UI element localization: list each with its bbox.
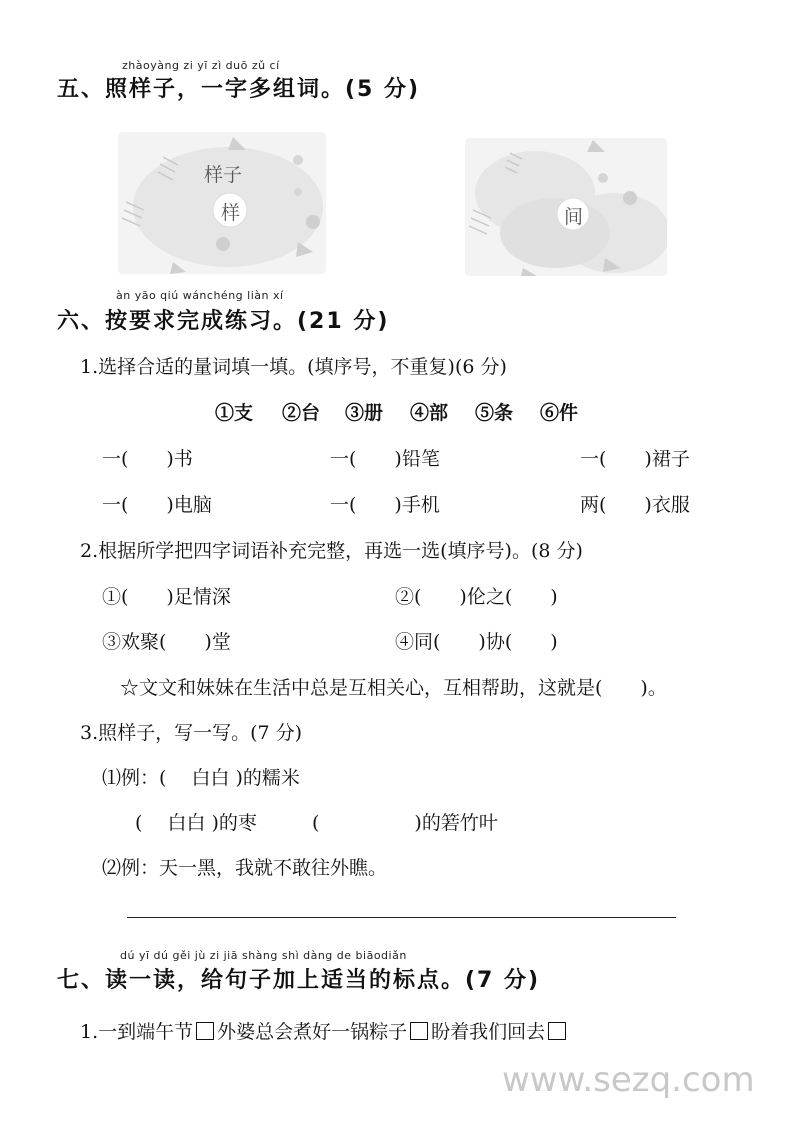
fill-blank-item: 一( )电脑 [102,494,212,516]
fill-blank-item: 一( )铅笔 [330,448,440,470]
fill-blank-item: 一( )书 [102,448,193,470]
fill-blank-item: 一( )手机 [330,494,440,516]
option-2: ②台 [282,402,321,424]
question-1-title: 1.选择合适的量词填一填。(填序号，不重复)(6 分) [80,356,507,378]
answer-line [127,917,676,918]
example-sentence: ⑵例：天一黑，我就不敢往外瞧。 [102,857,388,879]
section5-pinyin: zhàoyàng zi yī zì duō zǔ cí [122,59,280,72]
idiom-item: ③欢聚( )堂 [102,631,231,653]
sentence-part: 盼着我们回去 [431,1021,546,1043]
section6-heading: 六、按要求完成练习。(21 分) [57,309,390,334]
idiom-item: ④同( )协( ) [395,631,558,653]
question-2-title: 2.根据所学把四字词语补充完整，再选一选(填序号)。(8 分) [80,540,583,562]
section7-pinyin: dú yī dú gěi jù zi jiā shàng shì dàng de biāodiǎn [120,949,407,962]
practice-char: 间 [564,206,584,228]
section5-heading: 五、照样子，一字多组词。(5 分) [57,77,421,102]
option-3: ③册 [345,402,384,424]
example-card [118,132,326,274]
fill-blank-item: 一( )裙子 [580,448,690,470]
option-6: ⑥件 [540,402,579,424]
fill-blank-item: 两( )衣服 [580,494,690,516]
practice-card [465,138,667,276]
section7-heading: 七、读一读，给句子加上适当的标点。(7 分) [57,968,541,993]
idiom-item: ①( )足情深 [102,586,231,608]
punctuation-box[interactable] [548,1022,566,1040]
phrase-item: ( )的箬竹叶 [312,812,498,834]
idiom-choice-sentence: ☆文文和妹妹在生活中总是互相关心，互相帮助，这就是( )。 [120,677,667,699]
phrase-item: ( 白白 )的枣 [135,812,257,834]
example-word: 样子 [204,164,243,186]
punctuation-sentence [80,1017,569,1044]
option-1: ①支 [215,402,254,424]
section6-pinyin: àn yāo qiú wánchéng liàn xí [116,289,284,302]
example-phrase: ⑴例：( 白白 )的糯米 [102,767,300,789]
example-char: 样 [221,202,241,224]
option-4: ④部 [410,402,449,424]
sentence-part: 1.一到端午节 [80,1021,194,1043]
idiom-item: ②( )伦之( ) [395,586,558,608]
punctuation-box[interactable] [196,1022,214,1040]
question-3-title: 3.照样子，写一写。(7 分) [80,722,303,744]
watermark: www.sezq.com [502,1060,755,1100]
option-5: ⑤条 [475,402,514,424]
sentence-part: 外婆总会煮好一锅粽子 [217,1021,408,1043]
punctuation-box[interactable] [410,1022,428,1040]
